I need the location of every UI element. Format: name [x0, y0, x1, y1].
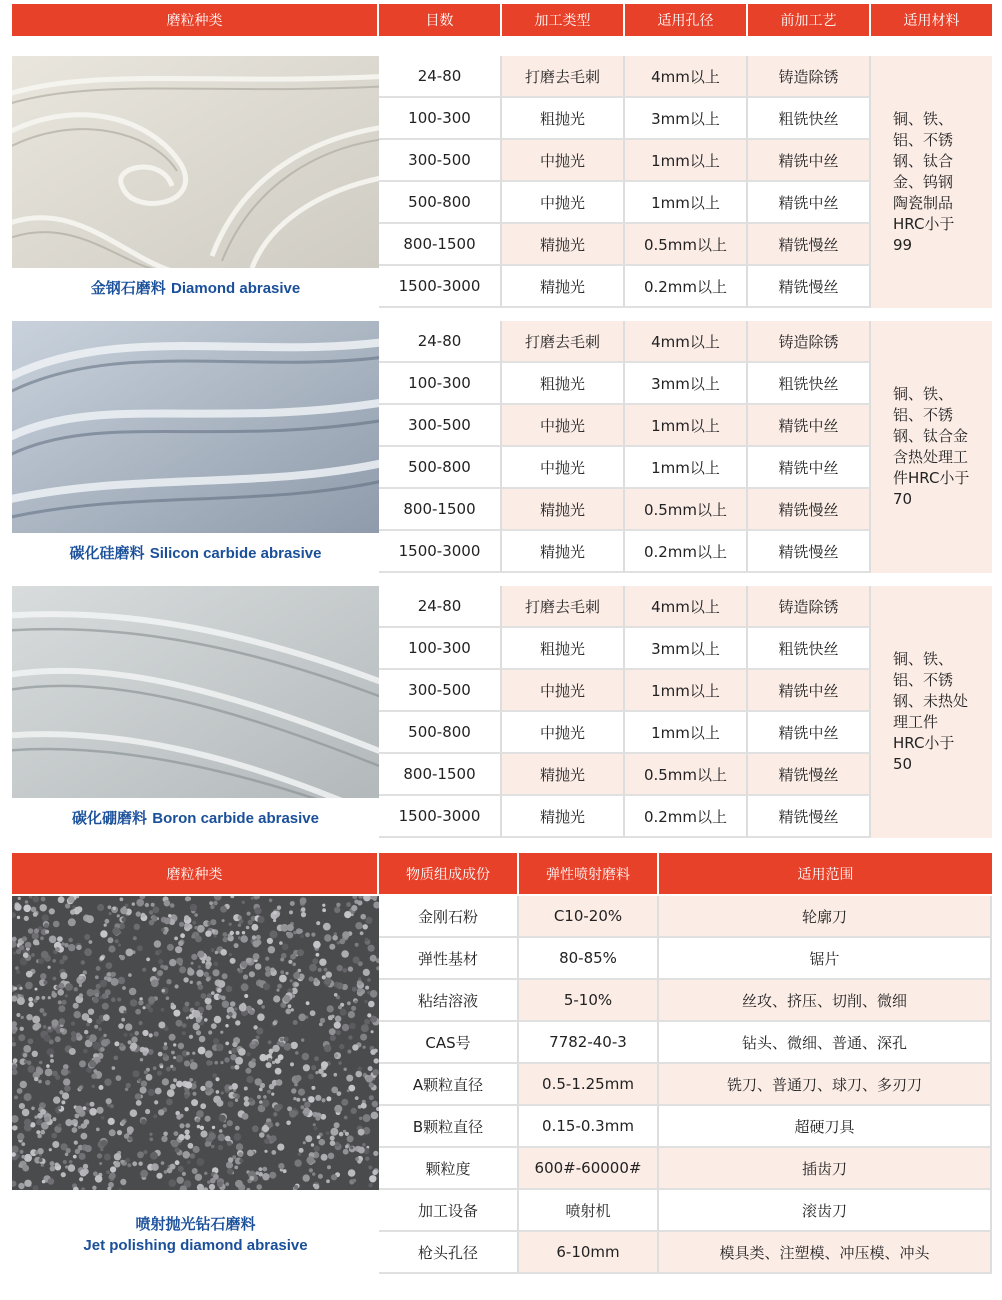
process-type-cell: 中抛光	[502, 712, 625, 754]
pre-process-cell: 精铣中丝	[748, 140, 871, 182]
boron-carbide-abrasive-caption	[12, 798, 379, 838]
elastic-abrasive-cell: 6-10mm	[519, 1232, 659, 1274]
materials-line: HRC小于	[893, 214, 955, 233]
abrasive-block-diamond	[12, 56, 992, 308]
header-pre-process: 前加工艺	[748, 4, 871, 36]
process-type-cell: 打磨去毛刺	[502, 56, 625, 98]
pre-process-cell: 精铣中丝	[748, 670, 871, 712]
hole-size-cell: 0.2mm以上	[625, 796, 748, 838]
header-materials: 适用材料	[903, 13, 960, 29]
header-abrasive-type: 磨粒种类	[12, 853, 379, 894]
elastic-abrasive-cell: 5-10%	[519, 980, 659, 1022]
abrasive-block-silicon-carbide	[12, 321, 992, 573]
mesh-cell: 100-300	[379, 628, 502, 670]
pre-process-cell: 铸造除锈	[748, 321, 871, 363]
pre-process-cell: 粗铣快丝	[748, 363, 871, 405]
pre-process-cell: 精铣中丝	[748, 182, 871, 224]
pre-process-cell: 精铣中丝	[748, 405, 871, 447]
process-type-cell: 精抛光	[502, 489, 625, 531]
spec-rows	[379, 586, 871, 838]
mesh-cell: 24-80	[379, 321, 502, 363]
materials-line: 铝、不锈	[893, 406, 954, 424]
boron-carbide-abrasive-photo	[12, 586, 379, 798]
silicon-carbide-abrasive-caption	[12, 533, 379, 573]
composition-cell: 金刚石粉	[379, 896, 519, 938]
process-type-cell: 精抛光	[502, 754, 625, 796]
process-type-cell: 中抛光	[502, 140, 625, 182]
application-scope-cell: 轮廓刀	[659, 896, 992, 938]
composition-cell: A颗粒直径	[379, 1064, 519, 1106]
hole-size-cell: 3mm以上	[625, 98, 748, 140]
composition-cell: B颗粒直径	[379, 1106, 519, 1148]
caption-cn: 喷射抛光钻石磨料	[135, 1215, 256, 1233]
materials-line: 50	[893, 755, 913, 773]
materials-line: 金、钨钢	[893, 172, 954, 191]
mesh-cell: 300-500	[379, 670, 502, 712]
process-type-cell: 精抛光	[502, 796, 625, 838]
process-type-cell: 粗抛光	[502, 98, 625, 140]
hole-size-cell: 1mm以上	[625, 405, 748, 447]
application-scope-cell: 插齿刀	[659, 1148, 992, 1190]
hole-size-cell: 3mm以上	[625, 363, 748, 405]
spec-rows	[379, 321, 871, 573]
composition-cell: 粘结溶液	[379, 980, 519, 1022]
process-type-cell: 精抛光	[502, 266, 625, 308]
process-type-cell: 精抛光	[502, 224, 625, 266]
header-application-scope: 适用范围	[797, 866, 854, 883]
caption-en: Jet polishing diamond abrasive	[83, 1237, 308, 1254]
mesh-cell: 100-300	[379, 363, 502, 405]
hole-size-cell: 1mm以上	[625, 182, 748, 224]
materials-line: 铝、不锈	[893, 130, 954, 149]
composition-cell: 弹性基材	[379, 938, 519, 980]
materials-line: 钢、钛合	[893, 151, 954, 170]
abrasive-block-boron-carbide	[12, 586, 992, 838]
pre-process-cell: 精铣中丝	[748, 712, 871, 754]
table-header-top	[12, 4, 992, 36]
hole-size-cell: 0.2mm以上	[625, 531, 748, 573]
table-header-bottom	[12, 853, 992, 894]
process-type-cell: 中抛光	[502, 447, 625, 489]
caption-cn: 金钢石磨料	[90, 278, 166, 297]
diamond-abrasive-photo	[12, 56, 379, 268]
mesh-cell: 500-800	[379, 712, 502, 754]
mesh-cell: 24-80	[379, 586, 502, 628]
materials-line: 铜、铁、	[893, 385, 954, 403]
materials-line: 件HRC小于	[893, 469, 970, 487]
pre-process-cell: 精铣慢丝	[748, 489, 871, 531]
process-type-cell: 粗抛光	[502, 628, 625, 670]
elastic-abrasive-cell: C10-20%	[519, 896, 659, 938]
header-composition: 物质组成成份	[379, 853, 519, 894]
hole-size-cell: 1mm以上	[625, 670, 748, 712]
process-type-cell: 打磨去毛刺	[502, 586, 625, 628]
elastic-abrasive-cell: 0.5-1.25mm	[519, 1064, 659, 1106]
pre-process-cell: 铸造除锈	[748, 586, 871, 628]
hole-size-cell: 0.5mm以上	[625, 224, 748, 266]
diamond-abrasive-caption	[12, 268, 379, 308]
elastic-abrasive-cell: 0.15-0.3mm	[519, 1106, 659, 1148]
materials-line: 铜、铁、	[893, 109, 954, 128]
composition-cell: 加工设备	[379, 1190, 519, 1232]
composition-cell: 颗粒度	[379, 1148, 519, 1190]
process-type-cell: 中抛光	[502, 182, 625, 224]
hole-size-cell: 3mm以上	[625, 628, 748, 670]
process-type-cell: 粗抛光	[502, 363, 625, 405]
hole-size-cell: 4mm以上	[625, 56, 748, 98]
process-type-cell: 中抛光	[502, 405, 625, 447]
elastic-abrasive-cell: 600#-60000#	[519, 1148, 659, 1190]
materials-line: 70	[893, 490, 913, 508]
spec-rows	[379, 56, 871, 308]
application-scope-cell: 锯片	[659, 938, 992, 980]
application-scope-cell: 丝攻、挤压、切削、微细	[659, 980, 992, 1022]
caption-cn: 碳化硅磨料	[69, 543, 145, 562]
materials-cell	[871, 586, 992, 838]
application-scope-cell: 铣刀、普通刀、球刀、多刃刀	[659, 1064, 992, 1106]
header-hole-size: 适用孔径	[625, 4, 748, 36]
pre-process-cell: 精铣慢丝	[748, 754, 871, 796]
mesh-cell: 1500-3000	[379, 531, 502, 573]
jet-abrasive-caption	[12, 1196, 379, 1274]
hole-size-cell: 1mm以上	[625, 140, 748, 182]
materials-line: 钢、未热处	[893, 692, 969, 710]
jet-spec-rows	[379, 896, 992, 1274]
materials-line: 钢、钛合金	[893, 427, 969, 445]
silicon-carbide-abrasive-photo	[12, 321, 379, 533]
mesh-cell: 500-800	[379, 182, 502, 224]
materials-line: 铝、不锈	[893, 671, 954, 689]
materials-line: 含热处理工	[893, 448, 969, 466]
elastic-abrasive-cell: 喷射机	[519, 1190, 659, 1232]
hole-size-cell: 0.5mm以上	[625, 754, 748, 796]
pre-process-cell: 粗铣快丝	[748, 98, 871, 140]
application-scope-cell: 钻头、微细、普通、深孔	[659, 1022, 992, 1064]
mesh-cell: 1500-3000	[379, 796, 502, 838]
materials-line: 陶瓷制品	[893, 193, 954, 212]
materials-cell	[871, 321, 992, 573]
elastic-abrasive-cell: 80-85%	[519, 938, 659, 980]
header-elastic-abrasive: 弹性喷射磨料	[519, 853, 659, 894]
hole-size-cell: 4mm以上	[625, 321, 748, 363]
pre-process-cell: 精铣中丝	[748, 447, 871, 489]
hole-size-cell: 0.2mm以上	[625, 266, 748, 308]
header-abrasive-type: 磨粒种类	[12, 4, 379, 36]
materials-cell	[871, 56, 992, 308]
header-mesh: 目数	[379, 4, 502, 36]
composition-cell: 枪头孔径	[379, 1232, 519, 1274]
hole-size-cell: 4mm以上	[625, 586, 748, 628]
application-scope-cell: 滚齿刀	[659, 1190, 992, 1232]
mesh-cell: 500-800	[379, 447, 502, 489]
elastic-abrasive-cell: 7782-40-3	[519, 1022, 659, 1064]
caption-en: Diamond abrasive	[171, 279, 301, 297]
mesh-cell: 800-1500	[379, 754, 502, 796]
jet-abrasive-block	[12, 896, 992, 1274]
caption-cn: 碳化硼磨料	[72, 808, 148, 827]
header-process-type: 加工类型	[502, 4, 625, 36]
materials-line: HRC小于	[893, 734, 955, 752]
process-type-cell: 精抛光	[502, 531, 625, 573]
pre-process-cell: 铸造除锈	[748, 56, 871, 98]
materials-line: 铜、铁、	[893, 650, 954, 668]
caption-en: Silicon carbide abrasive	[149, 544, 322, 562]
pre-process-cell: 精铣慢丝	[748, 224, 871, 266]
materials-line: 99	[893, 235, 913, 254]
materials-line: 理工件	[893, 713, 939, 731]
hole-size-cell: 0.5mm以上	[625, 489, 748, 531]
hole-size-cell: 1mm以上	[625, 447, 748, 489]
pre-process-cell: 精铣慢丝	[748, 531, 871, 573]
process-type-cell: 打磨去毛刺	[502, 321, 625, 363]
pre-process-cell: 粗铣快丝	[748, 628, 871, 670]
mesh-cell: 300-500	[379, 405, 502, 447]
caption-en: Boron carbide abrasive	[152, 809, 319, 827]
jet-abrasive-photo	[12, 896, 379, 1190]
application-scope-cell: 超硬刀具	[659, 1106, 992, 1148]
hole-size-cell: 1mm以上	[625, 712, 748, 754]
pre-process-cell: 精铣慢丝	[748, 266, 871, 308]
application-scope-cell: 模具类、注塑模、冲压模、冲头	[659, 1232, 992, 1274]
composition-cell: CAS号	[379, 1022, 519, 1064]
mesh-cell: 1500-3000	[379, 266, 502, 308]
mesh-cell: 800-1500	[379, 489, 502, 531]
pre-process-cell: 精铣慢丝	[748, 796, 871, 838]
mesh-cell: 300-500	[379, 140, 502, 182]
mesh-cell: 100-300	[379, 98, 502, 140]
mesh-cell: 24-80	[379, 56, 502, 98]
mesh-cell: 800-1500	[379, 224, 502, 266]
process-type-cell: 中抛光	[502, 670, 625, 712]
